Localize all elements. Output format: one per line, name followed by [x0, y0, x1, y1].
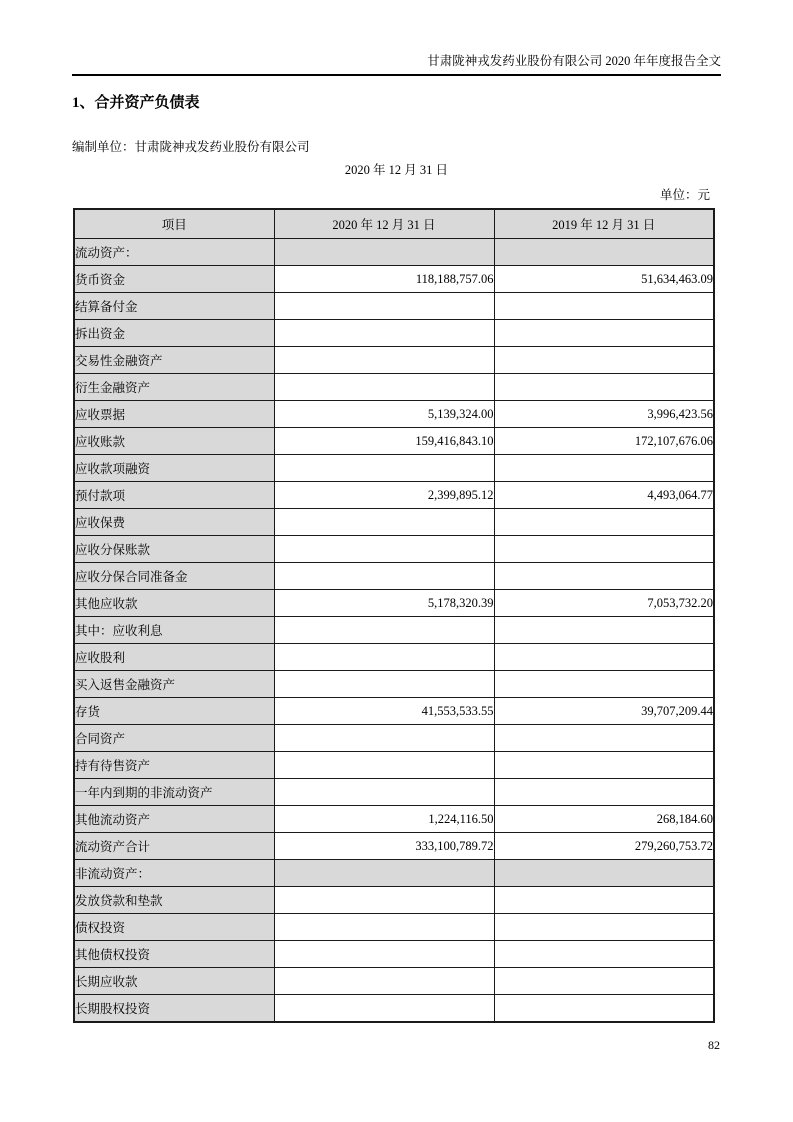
value-2019: 279,260,753.72 — [494, 833, 714, 860]
table-row — [74, 536, 714, 563]
row-label: 非流动资产： — [74, 860, 274, 887]
value-2019 — [494, 509, 714, 536]
row-label: 结算备付金 — [74, 293, 274, 320]
value-2019: 51,634,463.09 — [494, 266, 714, 293]
value-2019 — [494, 725, 714, 752]
table-row — [74, 725, 714, 752]
table-row — [74, 509, 714, 536]
row-label: 债权投资 — [74, 914, 274, 941]
table-row — [74, 374, 714, 401]
section-title: 1、合并资产负债表 — [72, 95, 200, 111]
value-2020 — [274, 374, 494, 401]
value-2019 — [494, 563, 714, 590]
value-2020 — [274, 644, 494, 671]
table-row — [74, 995, 714, 1023]
row-label: 持有待售资产 — [74, 752, 274, 779]
row-label: 货币资金 — [74, 266, 274, 293]
column-header-2020: 2020 年 12 月 31 日 — [274, 209, 494, 239]
row-label: 其他应收款 — [74, 590, 274, 617]
value-2020 — [274, 941, 494, 968]
row-label: 其中：应收利息 — [74, 617, 274, 644]
value-2019 — [494, 239, 714, 266]
row-label: 应收款项融资 — [74, 455, 274, 482]
row-label: 发放贷款和垫款 — [74, 887, 274, 914]
row-label: 预付款项 — [74, 482, 274, 509]
column-header-2019: 2019 年 12 月 31 日 — [494, 209, 714, 239]
row-label: 买入返售金融资产 — [74, 671, 274, 698]
table-row — [74, 806, 714, 833]
table-header-row — [74, 209, 714, 239]
value-2020 — [274, 779, 494, 806]
table-row — [74, 482, 714, 509]
value-2019 — [494, 293, 714, 320]
value-2020: 333,100,789.72 — [274, 833, 494, 860]
value-2019: 39,707,209.44 — [494, 698, 714, 725]
balance-sheet-table — [73, 208, 715, 1023]
row-label: 流动资产合计 — [74, 833, 274, 860]
value-2019 — [494, 914, 714, 941]
table-row — [74, 347, 714, 374]
value-2020: 5,178,320.39 — [274, 590, 494, 617]
value-2020: 159,416,843.10 — [274, 428, 494, 455]
value-2019 — [494, 968, 714, 995]
table-row — [74, 887, 714, 914]
row-label: 流动资产： — [74, 239, 274, 266]
value-2019: 172,107,676.06 — [494, 428, 714, 455]
value-2020 — [274, 293, 494, 320]
value-2020 — [274, 455, 494, 482]
value-2019 — [494, 536, 714, 563]
value-2020 — [274, 968, 494, 995]
row-label: 衍生金融资产 — [74, 374, 274, 401]
value-2020 — [274, 239, 494, 266]
value-2020 — [274, 887, 494, 914]
value-2020 — [274, 563, 494, 590]
table-row — [74, 833, 714, 860]
table-row — [74, 293, 714, 320]
section-row — [74, 860, 714, 887]
section-row — [74, 239, 714, 266]
table-row — [74, 428, 714, 455]
value-2020: 2,399,895.12 — [274, 482, 494, 509]
value-2019 — [494, 887, 714, 914]
value-2019 — [494, 752, 714, 779]
value-2019 — [494, 671, 714, 698]
value-2019 — [494, 860, 714, 887]
table-row — [74, 617, 714, 644]
value-2020 — [274, 320, 494, 347]
page-number: 82 — [708, 1038, 720, 1052]
value-2020 — [274, 914, 494, 941]
row-label: 一年内到期的非流动资产 — [74, 779, 274, 806]
row-label: 应收票据 — [74, 401, 274, 428]
row-label: 应收分保账款 — [74, 536, 274, 563]
value-2020 — [274, 671, 494, 698]
column-header-item: 项目 — [74, 209, 274, 239]
value-2019 — [494, 617, 714, 644]
statement-date: 2020 年 12 月 31 日 — [344, 163, 449, 177]
table-row — [74, 968, 714, 995]
row-label: 拆出资金 — [74, 320, 274, 347]
table-row — [74, 752, 714, 779]
value-2019 — [494, 779, 714, 806]
value-2020: 41,553,533.55 — [274, 698, 494, 725]
row-label: 合同资产 — [74, 725, 274, 752]
value-2019: 7,053,732.20 — [494, 590, 714, 617]
row-label: 长期应收款 — [74, 968, 274, 995]
row-label: 其他流动资产 — [74, 806, 274, 833]
table-row — [74, 401, 714, 428]
table-row — [74, 914, 714, 941]
value-2019 — [494, 644, 714, 671]
value-2020 — [274, 725, 494, 752]
value-2020: 1,224,116.50 — [274, 806, 494, 833]
value-2020 — [274, 347, 494, 374]
balance-sheet-body — [74, 239, 714, 1023]
table-row — [74, 698, 714, 725]
table-row — [74, 671, 714, 698]
row-label: 应收保费 — [74, 509, 274, 536]
table-row — [74, 320, 714, 347]
table-row — [74, 941, 714, 968]
value-2020 — [274, 617, 494, 644]
value-2019: 3,996,423.56 — [494, 401, 714, 428]
report-header: 甘肃陇神戎发药业股份有限公司 2020 年年度报告全文 — [72, 53, 721, 76]
table-row — [74, 644, 714, 671]
table-row — [74, 266, 714, 293]
value-2020: 118,188,757.06 — [274, 266, 494, 293]
row-label: 长期股权投资 — [74, 995, 274, 1023]
value-2020 — [274, 860, 494, 887]
value-2020 — [274, 995, 494, 1023]
value-2020: 5,139,324.00 — [274, 401, 494, 428]
value-2019 — [494, 455, 714, 482]
value-2019: 4,493,064.77 — [494, 482, 714, 509]
value-2019 — [494, 347, 714, 374]
row-label: 交易性金融资产 — [74, 347, 274, 374]
row-label: 应收分保合同准备金 — [74, 563, 274, 590]
table-row — [74, 779, 714, 806]
row-label: 应收账款 — [74, 428, 274, 455]
value-2020 — [274, 509, 494, 536]
value-2020 — [274, 536, 494, 563]
value-2019 — [494, 320, 714, 347]
value-2019 — [494, 995, 714, 1023]
prepared-by-line: 编制单位：甘肃陇神戎发药业股份有限公司 — [72, 140, 310, 154]
row-label: 存货 — [74, 698, 274, 725]
unit-label: 单位：元 — [659, 188, 710, 202]
value-2019: 268,184.60 — [494, 806, 714, 833]
table-row — [74, 590, 714, 617]
table-row — [74, 563, 714, 590]
value-2020 — [274, 752, 494, 779]
row-label: 其他债权投资 — [74, 941, 274, 968]
row-label: 应收股利 — [74, 644, 274, 671]
table-row — [74, 455, 714, 482]
value-2019 — [494, 941, 714, 968]
value-2019 — [494, 374, 714, 401]
